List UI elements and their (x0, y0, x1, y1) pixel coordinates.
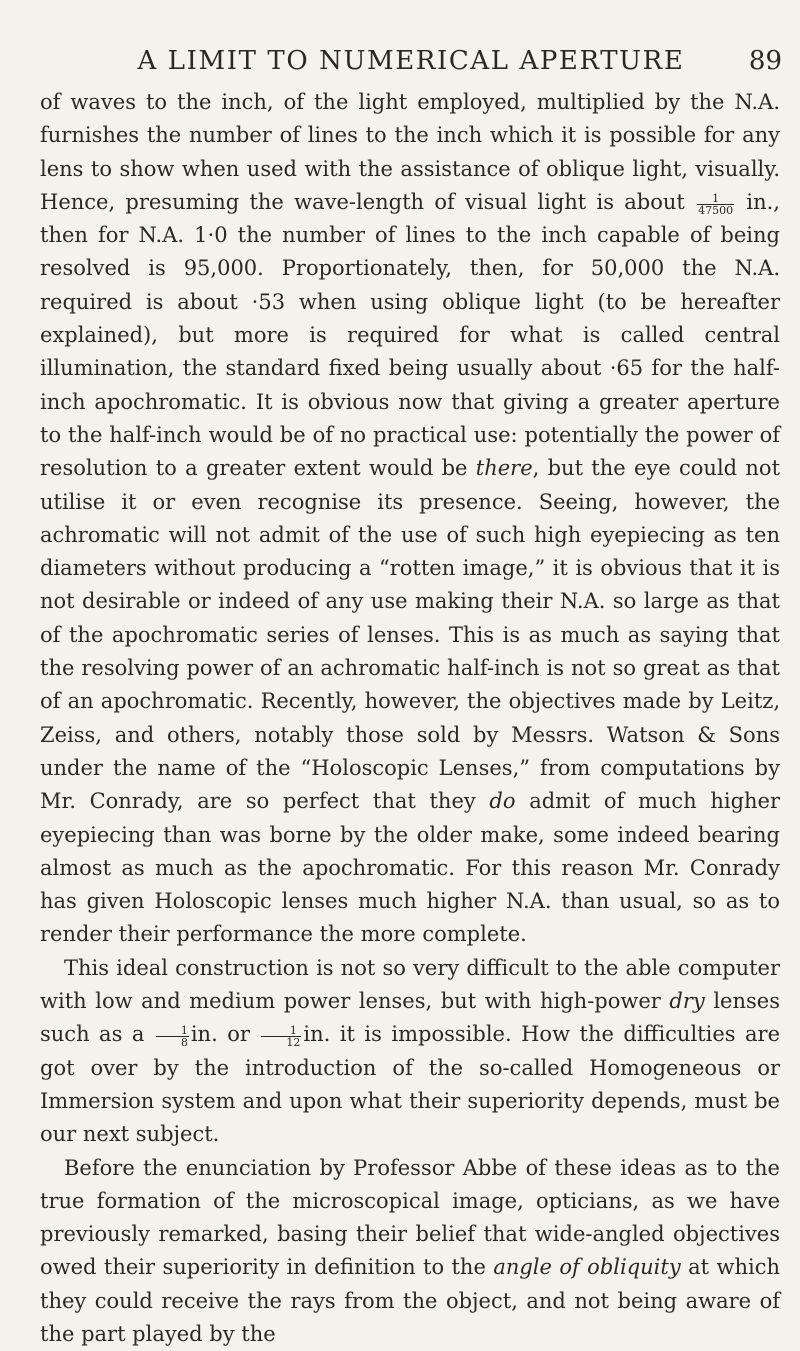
paragraph-2 (40, 952, 780, 1152)
fraction-eighth (156, 1025, 189, 1048)
fraction-wave-length (697, 193, 734, 216)
p1-text-d: admit of much higher eyepiecing than was borne by the older make, some indeed bearing almost as much as the apochromatic. For this reason Mr. Conrady has given Holoscopic lenses much higher N.A. than usual, so as to render their performance the more complete. (40, 789, 780, 946)
emphasis-there: there (476, 456, 533, 480)
p2-text-a: This ideal construction is not so very difficult to the able computer with low and medium power lenses, but with high-power (40, 956, 780, 1013)
fraction-twelfth (261, 1025, 301, 1048)
p2-text-b: lenses such as a (40, 989, 780, 1046)
p1-text-a: of waves to the inch, of the light employed, multiplied by the N.A. furnishes the number of lines to the inch which it is possible for any lens to show when used with the assistance of oblique light, visually. Hence, presuming the wave-length of visual light is about (40, 90, 780, 214)
fraction-numerator: 1 (697, 193, 734, 205)
p1-text-c: , but the eye could not utilise it or even recognise its presence. Seeing, however, the achromatic will not admit of the use of such high eyepiecing as ten diameters without producing a “rotten image,” it is obvious that it is not desirable or indeed of any use making their N.A. so large as that of the apochromatic series of lenses. This is as much as saying that the resolving power of an achromatic half-inch is not so great as that of an apochromatic. Recently, however, the objectives made by Leitz, Zeiss, and others, notably those sold by Messrs. Watson & Sons under the name of the “Holoscopic Lenses,” from computations by Mr. Conrady, are so perfect that they (40, 456, 780, 813)
page-header (40, 42, 782, 82)
emphasis-dry: dry (669, 989, 704, 1013)
p2-text-c: in. or (191, 1022, 250, 1046)
p2-text-d: in. it is impossible. How the difficulties are got over by the introduction of the so-called Homogeneous or Immersion system and upon what their superiority depends, must be our next subject. (40, 1022, 780, 1146)
body-text (40, 86, 780, 1351)
page-number: 89 (749, 46, 782, 76)
fraction-denominator: 47500 (697, 205, 734, 216)
fraction-denominator: 12 (261, 1037, 301, 1048)
running-head: A LIMIT TO NUMERICAL APERTURE (40, 46, 782, 76)
paragraph-1 (40, 86, 780, 952)
emphasis-do: do (489, 789, 515, 813)
fraction-numerator: 1 (156, 1025, 189, 1037)
p3-text-a: Before the enunciation by Professor Abbe of these ideas as to the true formation of the microscopical image, opticians, as we have previously remarked, basing their belief that wide-angled objectives owed their superiority in definition to the (40, 1156, 780, 1280)
p3-text-b: at which they could receive the rays from the object, and not being aware of the part played by the (40, 1255, 780, 1346)
fraction-denominator: 8 (156, 1037, 189, 1048)
p1-text-b: in., then for N.A. 1·0 the number of lines to the inch capable of being resolved is 95,000. Proportionately, then, for 50,000 the N.A. required is about ·53 when using oblique light (to be hereafter explained), but more is required for what is called central illumination, the standard fixed being usually about ·65 for the half-inch apochromatic. It is obvious now that giving a greater aperture to the half-inch would be of no practical use: potentially the power of resolution to a greater extent would be (40, 190, 780, 480)
emphasis-angle-of-obliquity: angle of obliquity (493, 1255, 680, 1279)
paragraph-3 (40, 1152, 780, 1351)
fraction-numerator: 1 (261, 1025, 301, 1037)
